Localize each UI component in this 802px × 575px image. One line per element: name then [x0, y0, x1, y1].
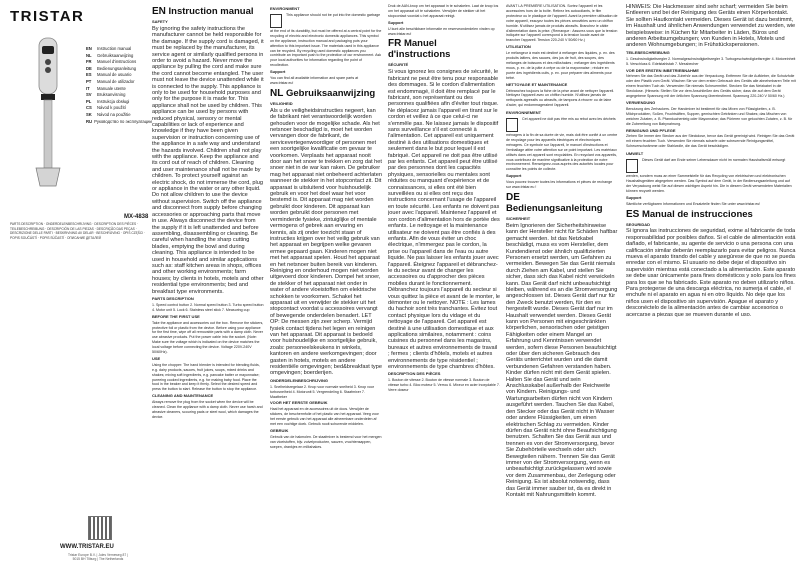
environment-heading: ENVIRONMENT [270, 6, 300, 11]
cleaning-text: Ziehen Sie immer den Stecker aus der Steckdose, bevor das Gerät gereinigt wird. Reinigen Sie das Gerät mit einem feuchten Tuch. Verwenden Sie niemals scharfe oder scheuernde Reinigungsmittel, Scheuerschwämme oder Stahlwolle, die das Gerät beschädigen. [626, 134, 795, 149]
environment-heading: ENVIRONNEMENT [506, 110, 542, 116]
language-code: DE [86, 65, 92, 71]
safety-text: Si ignora las instrucciones de seguridad, exime al fabricante de toda responsabilidad por posibles daños. Si el cable de alimentación está dañado, el fabricante, su agente de servicio o una persona con una calificación similar deberán reemplazarlo para evitar peligros. Nunca mueva el aparato tirando del cable y asegúrese de que no se pueda enredar con el mismo. El usuario no debe dejar el dispositivo sin supervisión mientras está conectado a la alimentación. Este aparato se debe usar únicamente para fines domésticos y solo para los fines para los que se ha fabricado. Este aparato no deben utilizarlo niños. Para protegerse de una descarga eléctrica, no sumerja el cable, el enchufe ni el aparato en agua ni en otro líquido. No deje que los niños usen el dispositivo sin supervisión. Apague el aparato y desconéctelo de la alimentación antes de cambiar accesorios o acercarse a piezas que se mueven durante el uso. [626, 228, 796, 318]
qr-code [88, 516, 112, 540]
safety-text: Als u de veiligheidsinstructies negeert, kan de fabrikant niet verantwoordelijk worden gehouden voor de mogelijke schade. Als het netsnoer beschadigd is, moet het worden vervangen door de fabrikant, de servicevertegenwoordiger of personen met een soortgelijke kwalificatie om gevaar te voorkomen. Verplaats het apparaat nooit door aan het snoer te trekken en zorg dat het snoer niet in de war kan raken. De gebruiker mag het apparaat niet onbeheerd achterlaten wanneer de stekker in het stopcontact zit. Dit apparaat is uitsluitend voor huishoudelijk gebruik en voor het doel waar het voor bestemd is. Dit apparaat mag niet worden gebruikt door kinderen. Dit apparaat kan worden gebruikt door personen met verminderde fysieke, zintuiglijke of mentale vermogens of gebrek aan ervaring en kennis, als zij onder toezicht staan of instructies krijgen over het veilig gebruik van het apparaat en begrijpen welke gevaren ermee gepaard gaan. Kinderen mogen niet met het apparaat spelen. Houd het apparaat en het netsnoer buiten bereik van kinderen. Reiniging en onderhoud mogen niet worden uitgevoerd door kinderen. Dompel het snoer, de stekker of het apparaat niet onder in water of andere vloeistoffen om elektrische schokken te voorkomen. Schakel het apparaat uit en verwijder de stekker uit het stopcontact voordat u accessoires vervangt of bewegende onderdelen benadert. LET OP: De messen zijn zeer scherp. Vermijd fysiek contact tijdens het legen en reinigen van het apparaat. Dit apparaat is bedoeld voor huishoudelijke en soortgelijke gebruik, zoals: personeelskeukens in winkels, kantoren en andere werkomgevingen; door gasten in hotels, motels en andere residentiële omgevingen; bed&breakfast type omgevingen; boerderijen. [270, 107, 382, 377]
section-title-fr: FR Manuel d'instructions [388, 38, 451, 61]
language-name: Manuel d'instructions [97, 59, 137, 65]
language-entry [86, 59, 148, 66]
language-entry [86, 86, 148, 93]
continued-text: HINWEIS: Die Hackmesser sind sehr scharf; vermeiden Sie beim Entleeren und bei der Reinigung des Geräts einen Körperkontakt. Sie sollten Hautkontakt vermeiden. Dieses Gerät ist dazu bestimmt, im Haushalt und ähnlichen Anwendungen verwendet zu werden, wie beispielsweise: in Küchen für Mitarbeiter in Läden, Büros und anderen Arbeitsumgebungen; von Kunden in Hotels, Motels und anderen Wohnumgebungen; in Frühstückspensionen. [626, 4, 796, 49]
safety-heading: SAFETY [152, 19, 168, 24]
section-title-es: ES Manual de instrucciones [626, 208, 753, 220]
parts-text: 1. Bouton de vitesse 2. Bouton de vitesse normale 3. Bouton de vitesse turbo 4. Bloc moteur 5. Verrou 6. Mixeur en acier inoxydable 7. Verre doseur [388, 378, 500, 393]
language-code: SK [86, 111, 92, 117]
section-title-de: DE Bedienungsanleitung [506, 192, 603, 214]
support-heading: Support [506, 173, 522, 179]
language-code: NL [86, 52, 92, 58]
parts-heading: DESCRIPTION DES PIÈCES [388, 371, 441, 377]
support-text: Vous pouvez trouver toutes les informations et pièces de rechange sur www.tristar.eu ! [506, 180, 613, 190]
cleaning-heading: NETTOYAGE ET MAINTENANCE [506, 81, 568, 87]
first-use-heading: VOR DER ERSTEN INBETRIEBNAHME [626, 67, 699, 73]
support-heading: Support [388, 19, 404, 25]
use-heading: GEBRUIK [270, 428, 289, 433]
language-code: PT [86, 78, 92, 84]
environment-text: Dieses Gerät darf am Ende seiner Lebensdauer nicht im normalen Haushaltsmüll entsorgt werden, sondern muss an einer Sammelstelle für das Recycling von elektrischen und elektronischen Haushaltsgeräten abgegeben werden. Das Symbol auf dem Gerät, in der Bedienungsanleitung und auf der Verpackung weist Sie auf diesen wichtigen Aspekt hin. Die in diesem Gerät verwendeten Materialien können recycelt werden. [626, 158, 792, 193]
safety-text: By ignoring the safety instructions the manufacturer cannot be held responsible for the damage. If the supply cord is damaged, it must be replaced by the manufacturer, its service agent or similarly qualified persons in order to avoid a hazard. Never move the appliance by pulling the cord and make sure the cord cannot become entangled. The user must not leave the device unattended while it is connected to the supply. This appliance is only to be used for household purposes and only for the purpose it is made for. This appliance shall not be used by children. This appliance can be used by persons with reduced physical, sensory or mental capabilities or lack of experience and knowledge if they have been given supervision or instruction concerning use of the appliance in a safe way and understand the hazards involved. Children shall not play with the appliance. Keep the appliance and its cord out of reach of children. Cleaning and user maintenance shall not be made by children. To protect yourself against an electric shock, do not immerse the cord, plug or appliance in the water or any other liquid. Do not allow children to use the device without supervision. Switch off the appliance and disconnect from supply before changing accessories or approaching parts that move in use. Always disconnect the device from the supply if it is left unattended and before assembling, disassembling or cleaning. Be careful when handling the sharp cutting blades, emptying the bowl and during cleaning. This appliance is intended to be used in household and similar applications such as: staff kitchen areas in shops, offices and other working environments; farm houses; by clients in hotels, motels and other residential type environments; bed and breakfast type environments. [152, 25, 264, 295]
environment-heading: UMWELT [626, 151, 644, 157]
language-name: Gebruiksaanwijzing [97, 52, 134, 58]
language-code: CS [86, 105, 92, 111]
language-entry [86, 72, 148, 79]
language-code: FR [86, 59, 92, 65]
support-text: U kunt alle beschikbare informatie en reserveonderdelen vinden op www.tristar.eu! [388, 26, 495, 36]
column-4 [506, 4, 618, 572]
brand-logo: TRISTAR [10, 8, 85, 25]
language-index [86, 46, 152, 125]
cleaning-text: Always remove the plug from the socket when the device will be cleaned. Clean the appliance with a damp cloth. Never use harsh and abrasive cleaners, scouring pads or steel wool, which damages the device. [152, 400, 263, 419]
safety-text: Beim Ignorieren der Sicherheitshinweise kann der Hersteller nicht für Schäden haftbar gemacht werden. Ist das Netzkabel beschädigt, muss es vom Hersteller, dem Kundendienst oder ähnlich qualifizierten Personen ersetzt werden, um Gefahren zu vermeiden. Bewegen Sie das Gerät niemals durch Ziehen am Kabel, und stellen Sie sicher, dass sich das Kabel nicht verwickeln kann. Das Gerät darf nicht unbeaufsichtigt bleiben, während es an die Stromversorgung angeschlossen ist. Dieses Gerät darf nur für den Zweck benutzt werden, für den es hergestellt wurde. Dieses Gerät darf nur im Haushalt verwendet werden. Dieses Gerät kann von Personen mit eingeschränkten körperlichen, sensorischen oder geistigen Fähigkeiten oder einem Mangel an Erfahrung und Kenntnissen verwendet werden, sofern diese Personen beaufsichtigt oder über den sicheren Gebrauch des Geräts unterrichtet wurden und die damit verbundenen Gefahren verstanden haben. Kinder dürfen nicht mit dem Gerät spielen. Halten Sie das Gerät und sein Anschlusskabel außerhalb der Reichweite von Kindern. Reinigungs- und Wartungsarbeiten dürfen nicht von Kindern ausgeführt werden. Tauchen Sie das Kabel, den Stecker oder das Gerät nicht in Wasser oder andere Flüssigkeiten, um einen elektrischen Schlag zu vermeiden. Kinder dürfen das Gerät nicht ohne Beaufsichtigung benutzen. Schalten Sie das Gerät aus und trennen es von der Stromversorgung, bevor Sie Zubehörteile wechseln oder sich Bewegteilen nähern. Trennen Sie das Gerät immer von der Stromversorgung, wenn es unbeaufsichtigt zurückgelassen wird sowie vor dem Zusammenbau, der Zerlegung oder Reinigung. Es ist absolut notwendig, dass das Gerät immer sauber ist, da es direkt in Kontakt mit Nahrungsmitteln kommt. [506, 222, 618, 498]
hand-blender-image [26, 36, 70, 192]
column-3 [388, 4, 500, 572]
language-name: Bedienungsanleitung [97, 65, 137, 71]
parts-text: 1. Geschwindigkeitsregler 2. Normalgeschwindigkeitsregler 3. Turbogeschwindigkeitsregler 4. Motoreinheit 5. Verschluss 6. Edelstahlstab 7. Messbecher [626, 56, 796, 66]
continued-text: AVANT LA PREMIÈRE UTILISATION. Sortez l'appareil et les accessoires hors de la boîte. Retirez les autocollants, le film protecteur ou le plastique de l'appareil. Avant la première utilisation de votre appareil, essuyez toutes les pièces amovibles avec un chiffon humide. N'utilisez jamais de produits abrasifs. Branchez le câble d'alimentation dans la prise. (Remarque : Assurez-vous que la tension indiquée sur l'appareil correspond à la tension locale avant de brancher l'appareil. Tension 220-240 V 50/60 Hz.) [506, 4, 618, 43]
environment-text: Cet appareil ne doit pas être mis au rebut avec les déchets ménagers à la fin de sa durée de vie, mais doit être confié à un centre de recyclage pour les appareils électriques et électroniques ménagers. Ce symbole sur l'appareil, le manuel d'instructions et l'emballage attire votre attention sur ce point important. Les matériaux utilisés dans cet appareil sont recyclables. En recyclant vos appareils, vous contribuez de manière significative à la protection de notre environnement. Renseignez-vous auprès des autorités locales pour connaître les points de collecte. [506, 117, 618, 172]
language-name: Instruction manual [97, 46, 132, 51]
use-text: Gebruik van de hakmolen. De staafmixer is bestemd voor het mengen van vloeistoffen, bijv. zuivelproducten, sauzen, vruchtensappen, soepen, drankjes en milkshakes. [270, 434, 382, 449]
use-heading: USE [152, 355, 161, 361]
language-entry [86, 118, 152, 126]
use-text: Le mélangeur à main est destiné à mélanger des liquides, p. ex. des produits laitiers, des sauces, des jus de fruit, des soupes, des mélanges de boissons et des milkshakes ; mélanger des ingrédients mous, p. ex. de la pâte à crêpe ou de la mayonnaise ; réduire en purée des ingrédients cuits, p. ex. pour préparer des aliments pour bébé. [506, 51, 615, 80]
safety-text: Si vous ignorez les consignes de sécurité, le fabricant ne peut être tenu pour responsable des dommages. Si le cordon d'alimentation est endommagé, il doit être remplacé par le fabricant, son représentant ou des personnes qualifiées afin d'éviter tout risque. Ne déplacez jamais l'appareil en tirant sur le cordon et veillez à ce que celui-ci ne s'emmêle pas. Ne laissez jamais le dispositif sans surveillance s'il est connecté à l'alimentation. Cet appareil est uniquement destiné à des utilisations domestiques et seulement dans le but pour lequel il est fabriqué. Cet appareil ne doit pas être utilisé par les enfants. Cet appareil peut être utilisé par des personnes dont les capacités physiques, sensorielles ou mentales sont réduites ou manquant d'expérience et de connaissances, si elles ont été bien surveillées ou si elles ont reçu des instructions concernant l'usage de l'appareil en toute sécurité. Les enfants ne doivent pas jouer avec l'appareil. Maintenez l'appareil et son cordon d'alimentation hors de portée des enfants. Le nettoyage et la maintenance utilisateur ne doivent pas être confiés à des enfants. Afin de vous éviter un choc électrique, n'immergez pas le cordon, la prise ou l'appareil dans de l'eau ou autre liquide. Ne pas laisser les enfants jouer avec l'appareil. Éteignez l'appareil et débranchez-le du secteur avant de changer les accessoires ou d'approcher des pièces mobiles durant le fonctionnement. Débranchez toujours l'appareil du secteur si vous quittez la pièce et avant de le monter, le démonter ou le nettoyer. NOTE : Les lames du hachoir sont très tranchantes. Évitez tout contact physique lors du vidage et du nettoyage de l'appareil. Cet appareil est destiné à une utilisation domestique et aux applications similaires, notamment : coins cuisines du personnel dans les magasins, bureaux et autres environnements de travail ; fermes ; clients d'hôtels, motels et autres environnements de type résidentiel ; environnements de type chambres d'hôtes. [388, 69, 500, 371]
language-entry [86, 46, 148, 53]
column-2 [270, 4, 382, 572]
language-code: RU [86, 118, 93, 124]
first-use-text: Nehmen Sie das Gerät und das Zubehör aus der Verpackung. Entfernen Sie die Aufkleber, die Schutzfolie oder den Plastik vom Gerät. Wischen Sie vor dem ersten Gebrauch des Geräts alle abnehmbaren Teile mit einem feuchten Tuch ab. Verwenden Sie niemals Scheuermittel. Stecken Sie das Netzkabel in die Steckdose. (Hinweis: Stellen Sie vor dem Anschließen des Geräts sicher, dass die auf dem Gerät angegebene Spannung mit der örtlichen Spannung übereinstimmt. Spannung 220-240 V 50/60 Hz.) [626, 74, 796, 99]
language-name: Návod na použitie [97, 111, 131, 117]
first-use-heading: VOOR HET EERSTE GEBRUIK [270, 400, 328, 406]
language-entry [86, 105, 148, 112]
language-name: Instrukcja obsługi [97, 98, 130, 104]
language-name: Manual de utilizador [97, 78, 135, 84]
language-name: Bruksanvisning [97, 92, 126, 98]
weee-bin-icon [270, 14, 282, 28]
language-code: ES [86, 72, 92, 78]
language-code: SV [86, 92, 92, 98]
first-use-text: Haal het apparaat en de accessoires uit de doos. Verwijder de stickers, de beschermfolie of het plastic van het apparaat. Veeg voor het eerste gebruik van het apparaat alle afneembare onderdelen af met een vochtige doek. Gebruik nooit schurende middelen. [270, 407, 379, 427]
use-heading: UTILISATION [506, 44, 531, 50]
website: WWW.TRISTAR.EU [60, 544, 114, 550]
safety-heading: SÉCURITÉ [388, 62, 409, 68]
environment-text: This appliance should not be put into the domestic garbage at the end of its durability, but must be offered at a central point for the recycling of electric and electronic domestic appliances. This symbol on the appliance, instruction manual and packaging puts your attention to this important issue. The materials used in this appliance can be recycled. By recycling used domestic appliances you contribute an important push to the protection of our environment. Ask your local authorities for information regarding the point of recollection. [270, 12, 382, 68]
language-name: Руководство по эксплуатации [94, 118, 152, 124]
use-heading: VERWENDUNG [626, 100, 656, 105]
safety-heading: VEILIGHEID [270, 100, 293, 106]
first-use-text: Take the appliance and accessories out the box. Remove the stickers, protective foil or plastic from the device. Before using your appliance for the first time, wipe off all removable parts with a damp cloth. Never use abrasive products. Put the power cable into the socket. (Note: Make sure the voltage which is indicated on the device matches the local voltage before connecting the device. Voltage 220V-240V 50/60Hz). [152, 320, 264, 355]
use-text: Benutzung des Zerhackers. Der Handmixer ist bestimmt für das Mixen von Flüssigkeiten, z. B. Milchprodukten, Soßen, Fruchtsäften, Suppen, gemischten Getränken und Shakes; das Mischen von weichen Zutaten, z. B. Pfannkuchenteig oder Mayonnaise; das Pürieren von gekochten Zutaten, z. B. für die Zubereitung von Babynahrung. [626, 106, 793, 126]
cleaning-heading: CLEANING AND MAINTENANCE [152, 393, 214, 399]
model-number: MX-4838 [124, 214, 149, 220]
parts-text: 1. Speed control button 2. Normal speed button 3. Turbo speed button 4. Motor unit 5. Lock 6. Stainless steel stick 7. Measuring cup [152, 302, 264, 312]
cleaning-heading: REINIGUNG UND PFLEGE [626, 127, 676, 133]
cleaning-text: Débranchez toujours la fiche de la prise avant de nettoyer l'appareil. Nettoyez l'appareil avec un chiffon humide. N'utilisez jamais de nettoyants agressifs ou abrasifs, de tampons à récurer ou de laine d'acier, qui endommageraient l'appareil. [506, 88, 615, 108]
language-name: Manuale utente [97, 85, 126, 91]
parts-heading: ONDERDELENBESCHRIJVING [270, 377, 329, 383]
company-address: Tristar Europe B.V. | Jules Verneweg 87 | 5015 BH Tilburg | The Netherlands [68, 553, 128, 562]
support-text: You can find all available information and spare parts at www.tristar.eu! [270, 76, 359, 85]
parts-description-multilingual: PARTS DESCRIPTION · ONDERDELENBESCHRIJVING · DESCRIPTION DES PIÈCES · TEILEBESCHREIBUNG · DESCRIPCIÓN DE LAS PIEZAS · DESCRIÇÃO DAS PEÇAS · DESCRIZIONE DELLE PARTI · BESKRIVNING AV DELAR · BESCHRIJVING · OPIS CZĘŚCI · POPIS SOUČÁSTÍ · POPIS SÚČASTÍ · ОПИСАНИЕ ДЕТАЛЕЙ [10, 222, 145, 240]
language-entry [86, 92, 148, 99]
column-5 [626, 4, 796, 572]
parts-heading: TEILEBESCHREIBUNG [626, 49, 670, 55]
continued-text: Druk de AAN-knop om het apparaat in te schakelen. Laat de knop los om het apparaat uit te schakelen. Verwijder de stekker uit het stopcontact voordat u het apparaat reinigt. [388, 4, 499, 18]
support-heading: Support [270, 69, 286, 75]
section-title-en: EN Instruction manual [152, 6, 254, 17]
language-code: IT [86, 85, 90, 91]
use-text: Using the chopper: The hand blender is intended for blending fluids, e.g. dairy products, sauces, fruit juices, soups, mixed drinks and shakes; mixing soft ingredients, e.g. pancake batter or mayonnaise; pureeing cooked ingredients, e.g. for making baby food. Place the food in the beaker and keep it firmly. Select the desired speed and press the button to start. Release the button to stop the appliance. [152, 362, 260, 392]
support-text: Sämtliche verfügbaren Informationen und Ersatzteile finden Sie unter www.tristar.eu! [626, 201, 761, 206]
language-name: Návod k použití [97, 105, 126, 111]
language-entry [86, 112, 148, 119]
support-heading: Support [626, 194, 642, 200]
weee-bin-icon [626, 159, 638, 173]
language-name: Manual de usuario [97, 72, 132, 78]
safety-heading: SEGURIDAD [626, 221, 651, 227]
parts-heading: PARTS DESCRIPTION [152, 295, 194, 301]
section-title-nl: NL Gebruiksaanwijzing [270, 87, 376, 99]
weee-bin-icon [506, 118, 518, 132]
language-entry [86, 66, 148, 73]
language-entry [86, 99, 148, 106]
column-1 [152, 4, 264, 572]
safety-heading: SICHERHEIT [506, 216, 531, 221]
language-code: PL [86, 98, 92, 104]
parts-text: 1. Snelheidsregelaar 2. Knop voor normale snelheid 3. Knop voor turbosnelheid 4. Motorunit 5. Vergrendeling 6. Staafmixer 7. Maatbeker [270, 384, 375, 399]
first-use-heading: BEFORE THE FIRST USE [152, 313, 200, 319]
language-entry [86, 53, 148, 60]
language-entry [86, 79, 148, 86]
language-code: EN [86, 46, 92, 51]
